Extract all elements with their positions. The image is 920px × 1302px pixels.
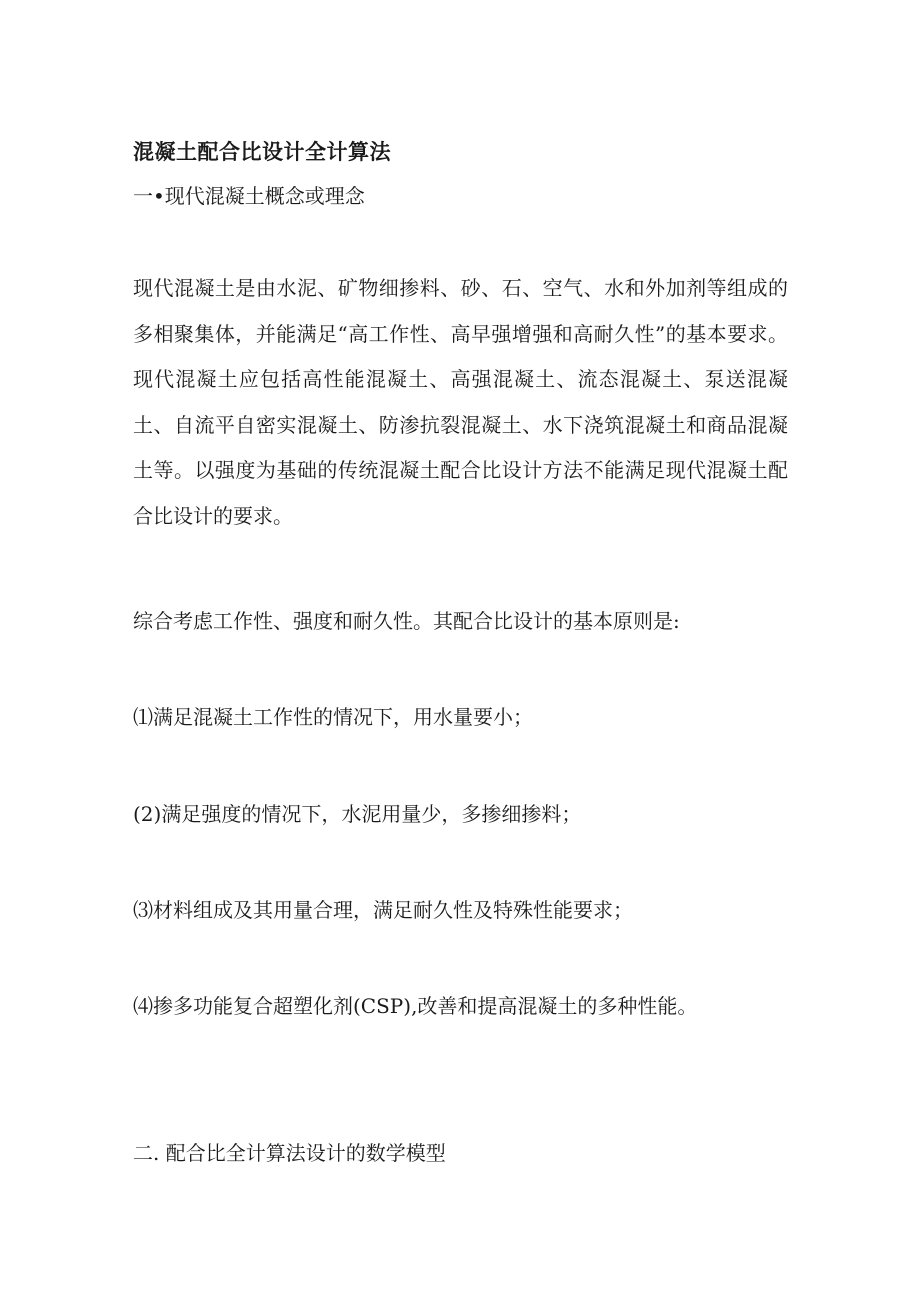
principles-intro: 综合考虑工作性、强度和耐久性。其配合比设计的基本原则是: bbox=[133, 609, 680, 633]
principle-item-4: ⑷掺多功能复合超塑化剂(CSP),改善和提高混凝土的多种性能。 bbox=[133, 994, 698, 1018]
document-title: 混凝土配合比设计全计算法 bbox=[133, 139, 391, 164]
body-paragraph: 现代混凝土是由水泥、矿物细掺料、砂、石、空气、水和外加剂等组成的多相聚集体，并能满足“高工作性、高早强增强和高耐久性”的基本要求。现代混凝土应包括高性能混凝土、高强混凝土、流态混凝土、泵送混凝土、自流平自密实混凝土、防渗抗裂混凝土、水下浇筑混凝土和商品混凝土等。以强度为基础的传统混凝土配合比设计方法不能满足现代混凝土配合比设计的要求。 bbox=[133, 276, 788, 528]
principle-item-3: ⑶材料组成及其用量合理，满足耐久性及特殊性能要求； bbox=[133, 898, 633, 922]
principle-item-2: (2)满足强度的情况下，水泥用量少，多掺细掺料； bbox=[133, 802, 582, 826]
section-2-heading: 二. 配合比全计算法设计的数学模型 bbox=[133, 1141, 446, 1165]
principle-item-1: ⑴满足混凝土工作性的情况下，用水量要小； bbox=[133, 705, 533, 729]
section-1-heading: 一•现代混凝土概念或理念 bbox=[133, 184, 365, 208]
